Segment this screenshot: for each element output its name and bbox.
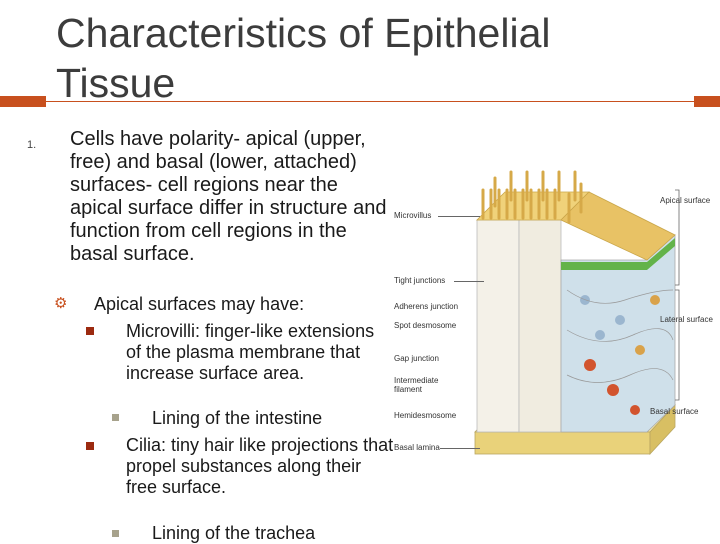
point-polarity: Cells have polarity- apical (upper, free) and basal (lower, attached) surfaces- cell regions near the apical surface differ in structure and function from cell regions in the basal surface. <box>70 128 387 265</box>
label-spot-desmosome: Spot desmosome <box>394 321 457 330</box>
label-tight-junctions: Tight junctions <box>394 276 446 285</box>
leader-line <box>438 216 480 217</box>
label-hemidesmosome: Hemidesmosome <box>394 411 457 420</box>
cell-column <box>477 220 519 432</box>
cilia-example: Lining of the trachea <box>152 523 316 543</box>
label-microvillus: Microvillus <box>394 211 432 220</box>
label-basal-lamina: Basal lamina <box>394 443 440 452</box>
label-adherens-junction: Adherens junction <box>394 302 459 311</box>
square-bullet-icon <box>86 327 94 335</box>
square-bullet-icon <box>86 442 94 450</box>
microvilli-example: Lining of the intestine <box>152 408 323 428</box>
slide-title: Characteristics of Epithelial Tissue <box>56 10 551 106</box>
basal-lamina-front <box>475 432 650 454</box>
leader-line <box>440 448 480 449</box>
cell-column <box>519 220 561 432</box>
microvilli-text: Microvilli: finger-like extensions of the plasma membrane that increase surface area. <box>126 321 375 383</box>
small-square-bullet-icon <box>112 530 119 537</box>
label-intermediate-filament: Intermediate filament <box>394 376 439 394</box>
gear-bullet-icon: ⚙ <box>54 295 68 312</box>
title-accent-right <box>694 96 720 107</box>
cilia-text: Cilia: tiny hair like projections that propel substances along their free surface. <box>126 435 394 497</box>
list-number: 1. <box>27 139 37 151</box>
label-basal-surface: Basal surface <box>650 407 699 416</box>
leader-line <box>454 281 484 282</box>
label-apical-surface: Apical surface <box>660 196 711 205</box>
label-gap-junction: Gap junction <box>394 354 439 363</box>
apical-intro: Apical surfaces may have: <box>94 294 305 314</box>
small-square-bullet-icon <box>112 414 119 421</box>
lateral-brace <box>675 290 679 400</box>
label-lateral-surface: Lateral surface <box>660 315 713 324</box>
title-accent-left <box>0 96 46 107</box>
title-divider <box>0 101 720 102</box>
